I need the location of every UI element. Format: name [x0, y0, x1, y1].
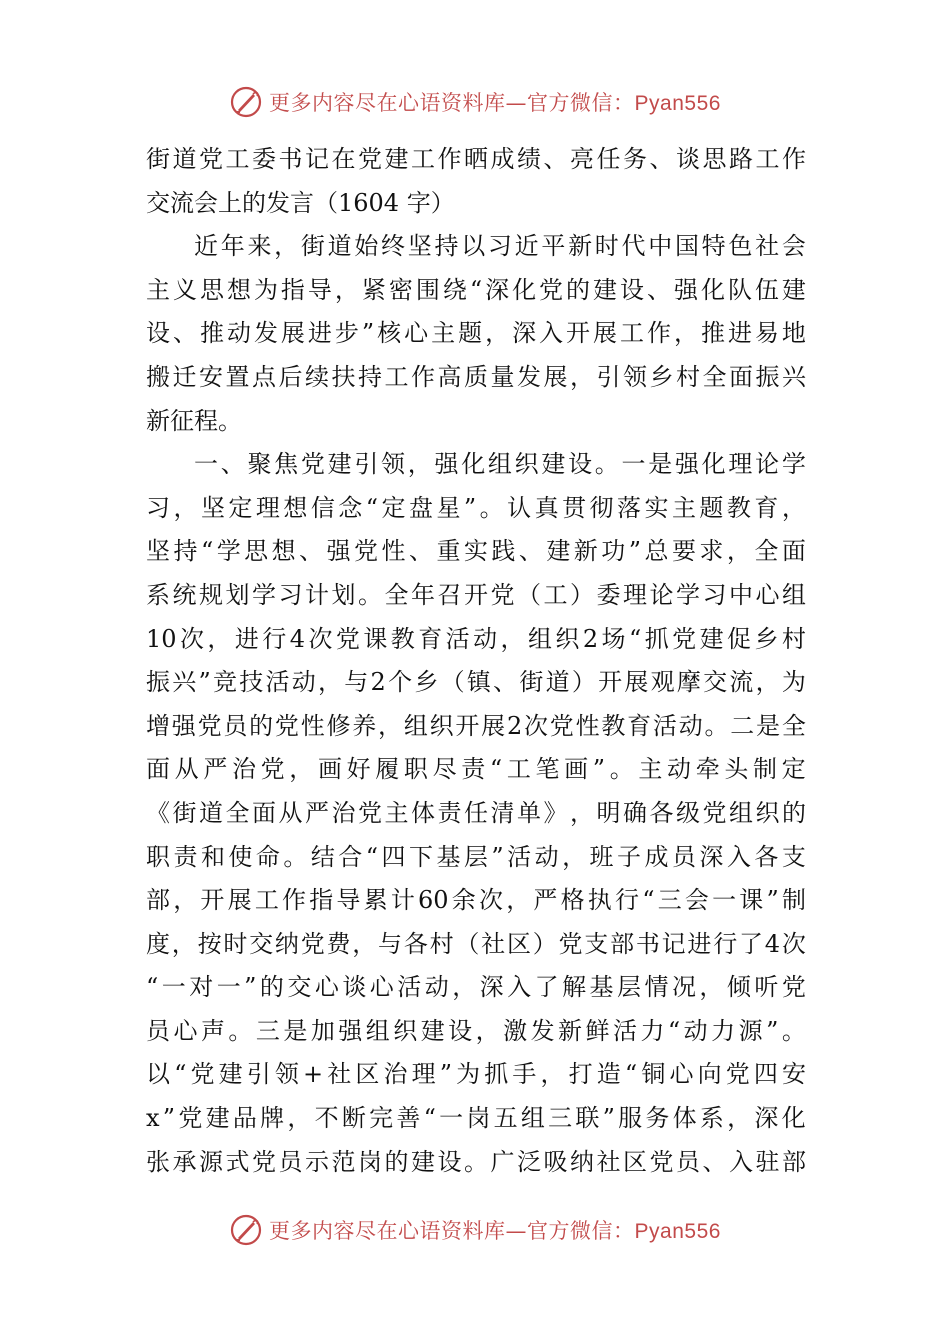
body-line: 新征程。 [146, 406, 242, 435]
banner-prefix: 更多内容尽在心语资料库 [269, 1219, 506, 1243]
body-line: 面 从 严 治 党 ， 画 好 履 职 尽 责 “ 工 笔 画 ” 。 主 动 牵 头 制 定 [146, 755, 806, 784]
body-line: 张 承 源 式 党 员 示 范 岗 的 建 设 。 广 泛 吸 纳 社 区 党 员 、 入 驻 部 [146, 1147, 806, 1176]
title-line-1: 街 道 党 工 委 书 记 在 党 建 工 作 晒 成 绩 、 亮 任 务 、 谈 思 路 工 作 [146, 145, 806, 173]
banner-contact-label: 官方微信： [527, 91, 635, 115]
body-line: 职 责 和 使 命 。 结 合 “ 四 下 基 层 ” 活 动 ， 班 子 成 员 深 入 各 支 [146, 842, 806, 871]
body-line: 度 ， 按 时 交 纳 党 费 ， 与 各 村 （ 社 区 ） 党 支 部 书 记 进 行 了 4 次 [146, 929, 806, 958]
header-banner [0, 82, 950, 122]
body-line: 员 心 声 。 三 是 加 强 组 织 建 设 ， 激 发 新 鲜 活 力 “ 动 力 源 ” 。 [146, 1016, 806, 1045]
body-line: 近 年 来 ， 街 道 始 终 坚 持 以 习 近 平 新 时 代 中 国 特 色 社 会 [194, 232, 806, 261]
body-line: 部 ， 开 展 工 作 指 导 累 计 60 余 次 ， 严 格 执 行 “ 三 会 一 课 ” 制 [146, 886, 806, 915]
body-paragraphs [146, 225, 806, 1184]
body-line: 坚 持 “ 学 思 想 、 强 党 性 、 重 实 践 、 建 新 功 ” 总 要 求 ， 全 面 [146, 537, 806, 566]
body-line: x ” 党 建 品 牌 ， 不 断 完 善 “ 一 岗 五 组 三 联 ” 服 务 体 系 ， 深 化 [146, 1104, 806, 1133]
quill-logo-icon [229, 1213, 263, 1247]
body-line: 设 、 推 动 发 展 进 步 ” 核 心 主 题 ， 深 入 开 展 工 作 ， 推 进 易 地 [146, 319, 806, 348]
banner-text [269, 1215, 721, 1245]
body-line: “ 一 对 一 ” 的 交 心 谈 心 活 动 ， 深 入 了 解 基 层 情 况 ， 倾 听 党 [146, 973, 806, 1002]
banner-separator: — [505, 91, 528, 115]
quill-logo-icon [229, 85, 263, 119]
footer-banner [0, 1210, 950, 1250]
body-line: 《 街 道 全 面 从 严 治 党 主 体 责 任 清 单 》 ， 明 确 各 级 党 组 织 的 [146, 798, 806, 827]
body-line: 主 义 思 想 为 指 导 ， 紧 密 围 绕 “ 深 化 党 的 建 设 、 强 化 队 伍 建 [146, 275, 806, 304]
banner-separator: — [505, 1219, 528, 1243]
banner-prefix: 更多内容尽在心语资料库 [269, 91, 506, 115]
body-line: 系 统 规 划 学 习 计 划 。 全 年 召 开 党 （ 工 ） 委 理 论 学 习 中 心 组 [146, 580, 806, 609]
body-line: 增 强 党 员 的 党 性 修 养 ， 组 织 开 展 2 次 党 性 教 育 活 动 。 二 是 全 [146, 711, 806, 740]
body-line: 一 、 聚 焦 党 建 引 领 ， 强 化 组 织 建 设 。 一 是 强 化 理 论 学 [194, 450, 806, 479]
body-line: 搬 迁 安 置 点 后 续 扶 持 工 作 高 质 量 发 展 ， 引 领 乡 村 全 面 振 兴 [146, 362, 806, 391]
banner-contact-label: 官方微信： [527, 1219, 635, 1243]
body-line: 10 次 ， 进 行 4 次 党 课 教 育 活 动 ， 组 织 2 场 “ 抓 党 建 促 乡 村 [146, 624, 806, 653]
title-line-2: 交流会上的发言（1604 字） [146, 188, 455, 217]
document-body [146, 138, 806, 1184]
body-line: 习 ， 坚 定 理 想 信 念 “ 定 盘 星 ” 。 认 真 贯 彻 落 实 主 题 教 育 ， [146, 493, 806, 522]
body-line: 振 兴 ” 竞 技 活 动 ， 与 2 个 乡 （ 镇 、 街 道 ） 开 展 观 摩 交 流 ， 为 [146, 668, 806, 697]
banner-contact-id: Pyan556 [634, 1220, 721, 1243]
body-line: 以 “ 党 建 引 领 + 社 区 治 理 ” 为 抓 手 ， 打 造 “ 铜 心 向 党 四 安 [146, 1060, 806, 1089]
banner-contact-id: Pyan556 [634, 92, 721, 115]
banner-text [269, 87, 721, 117]
